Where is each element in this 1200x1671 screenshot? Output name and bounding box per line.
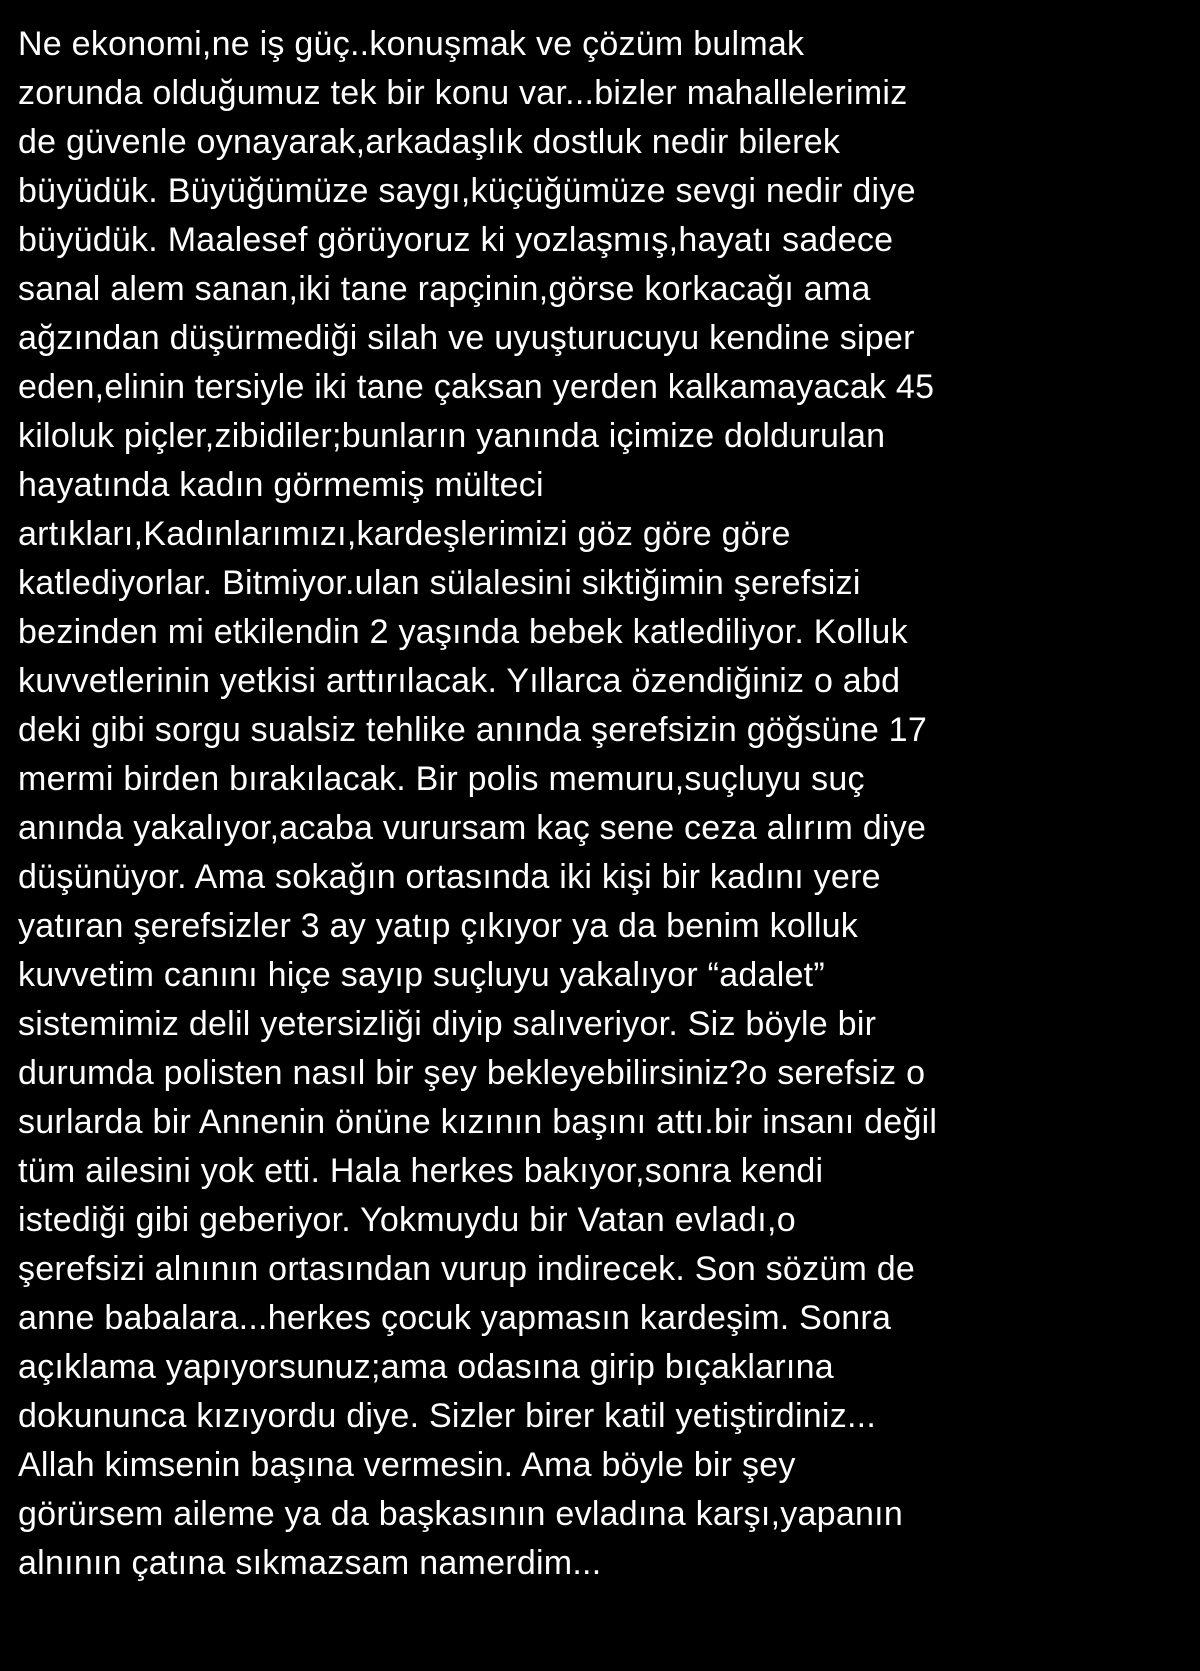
note-line: yatıran şerefsizler 3 ay yatıp çıkıyor ya da benim kolluk [18,907,859,945]
note-line: hayatında kadın görmemiş mülteci [18,466,544,504]
note-line: zorunda olduğumuz tek bir konu var...bizler mahallelerimiz [18,74,908,112]
note-line: kiloluk piçler,zibidiler;bunların yanında içimize doldurulan [18,417,886,455]
note-line: artıkları,Kadınlarımızı,kardeşlerimizi göz göre göre [18,515,791,553]
note-line: açıklama yapıyorsunuz;ama odasına girip bıçaklarına [18,1348,834,1386]
note-line: Ne ekonomi,ne iş güç..konuşmak ve çözüm bulmak [18,25,805,63]
note-line: görürsem aileme ya da başkasının evladına karşı,yapanın [18,1495,904,1533]
note-line: de güvenle oynayarak,arkadaşlık dostluk nedir bilerek [18,123,841,161]
note-line: katlediyorlar. Bitmiyor.ulan sülalesini siktiğimin şerefsizi [18,564,861,602]
note-line: durumda polisten nasıl bir şey bekleyebilirsiniz?o serefsiz o [18,1054,926,1092]
note-line: bezinden mi etkilendin 2 yaşında bebek katlediliyor. Kolluk [18,613,908,651]
note-line: surlarda bir Annenin önüne kızının başını attı.bir insanı değil [18,1103,938,1141]
note-line: kuvvetim canını hiçe sayıp suçluyu yakalıyor “adalet” [18,956,825,994]
note-line: mermi birden bırakılacak. Bir polis memuru,suçluyu suç [18,760,865,798]
note-line: anında yakalıyor,acaba vurursam kaç sene ceza alırım diye [18,809,927,847]
note-line: büyüdük. Büyüğümüze saygı,küçüğümüze sevgi nedir diye [18,172,916,210]
note-line: anne babalara...herkes çocuk yapmasın kardeşim. Sonra [18,1299,892,1337]
note-line: kuvvetlerinin yetkisi arttırılacak. Yıllarca özendiğiniz o abd [18,662,901,700]
note-line: Allah kimsenin başına vermesin. Ama böyle bir şey [18,1446,796,1484]
note-line: düşünüyor. Ama sokağın ortasında iki kişi bir kadını yere [18,858,881,896]
note-line: sistemimiz delil yetersizliği diyip salıveriyor. Siz böyle bir [18,1005,877,1043]
note-line: ağzından düşürmediği silah ve uyuşturucuyu kendine siper [18,319,915,357]
note-line: tüm ailesini yok etti. Hala herkes bakıyor,sonra kendi [18,1152,824,1190]
note-line: eden,elinin tersiyle iki tane çaksan yerden kalkamayacak 45 [18,368,935,406]
note-line: büyüdük. Maalesef görüyoruz ki yozlaşmış,hayatı sadece [18,221,894,259]
note-line: istediği gibi geberiyor. Yokmuydu bir Vatan evladı,o [18,1201,796,1239]
note-line: deki gibi sorgu sualsiz tehlike anında şerefsizin göğsüne 17 [18,711,927,749]
note-line: alnının çatına sıkmazsam namerdim... [18,1544,602,1582]
note-line: şerefsizi alnının ortasından vurup indirecek. Son sözüm de [18,1250,916,1288]
note-line: dokununca kızıyordu diye. Sizler birer katil yetiştirdiniz... [18,1397,877,1435]
note-body-text [18,20,1198,1588]
note-line: sanal alem sanan,iki tane rapçinin,görse korkacağı ama [18,270,871,308]
